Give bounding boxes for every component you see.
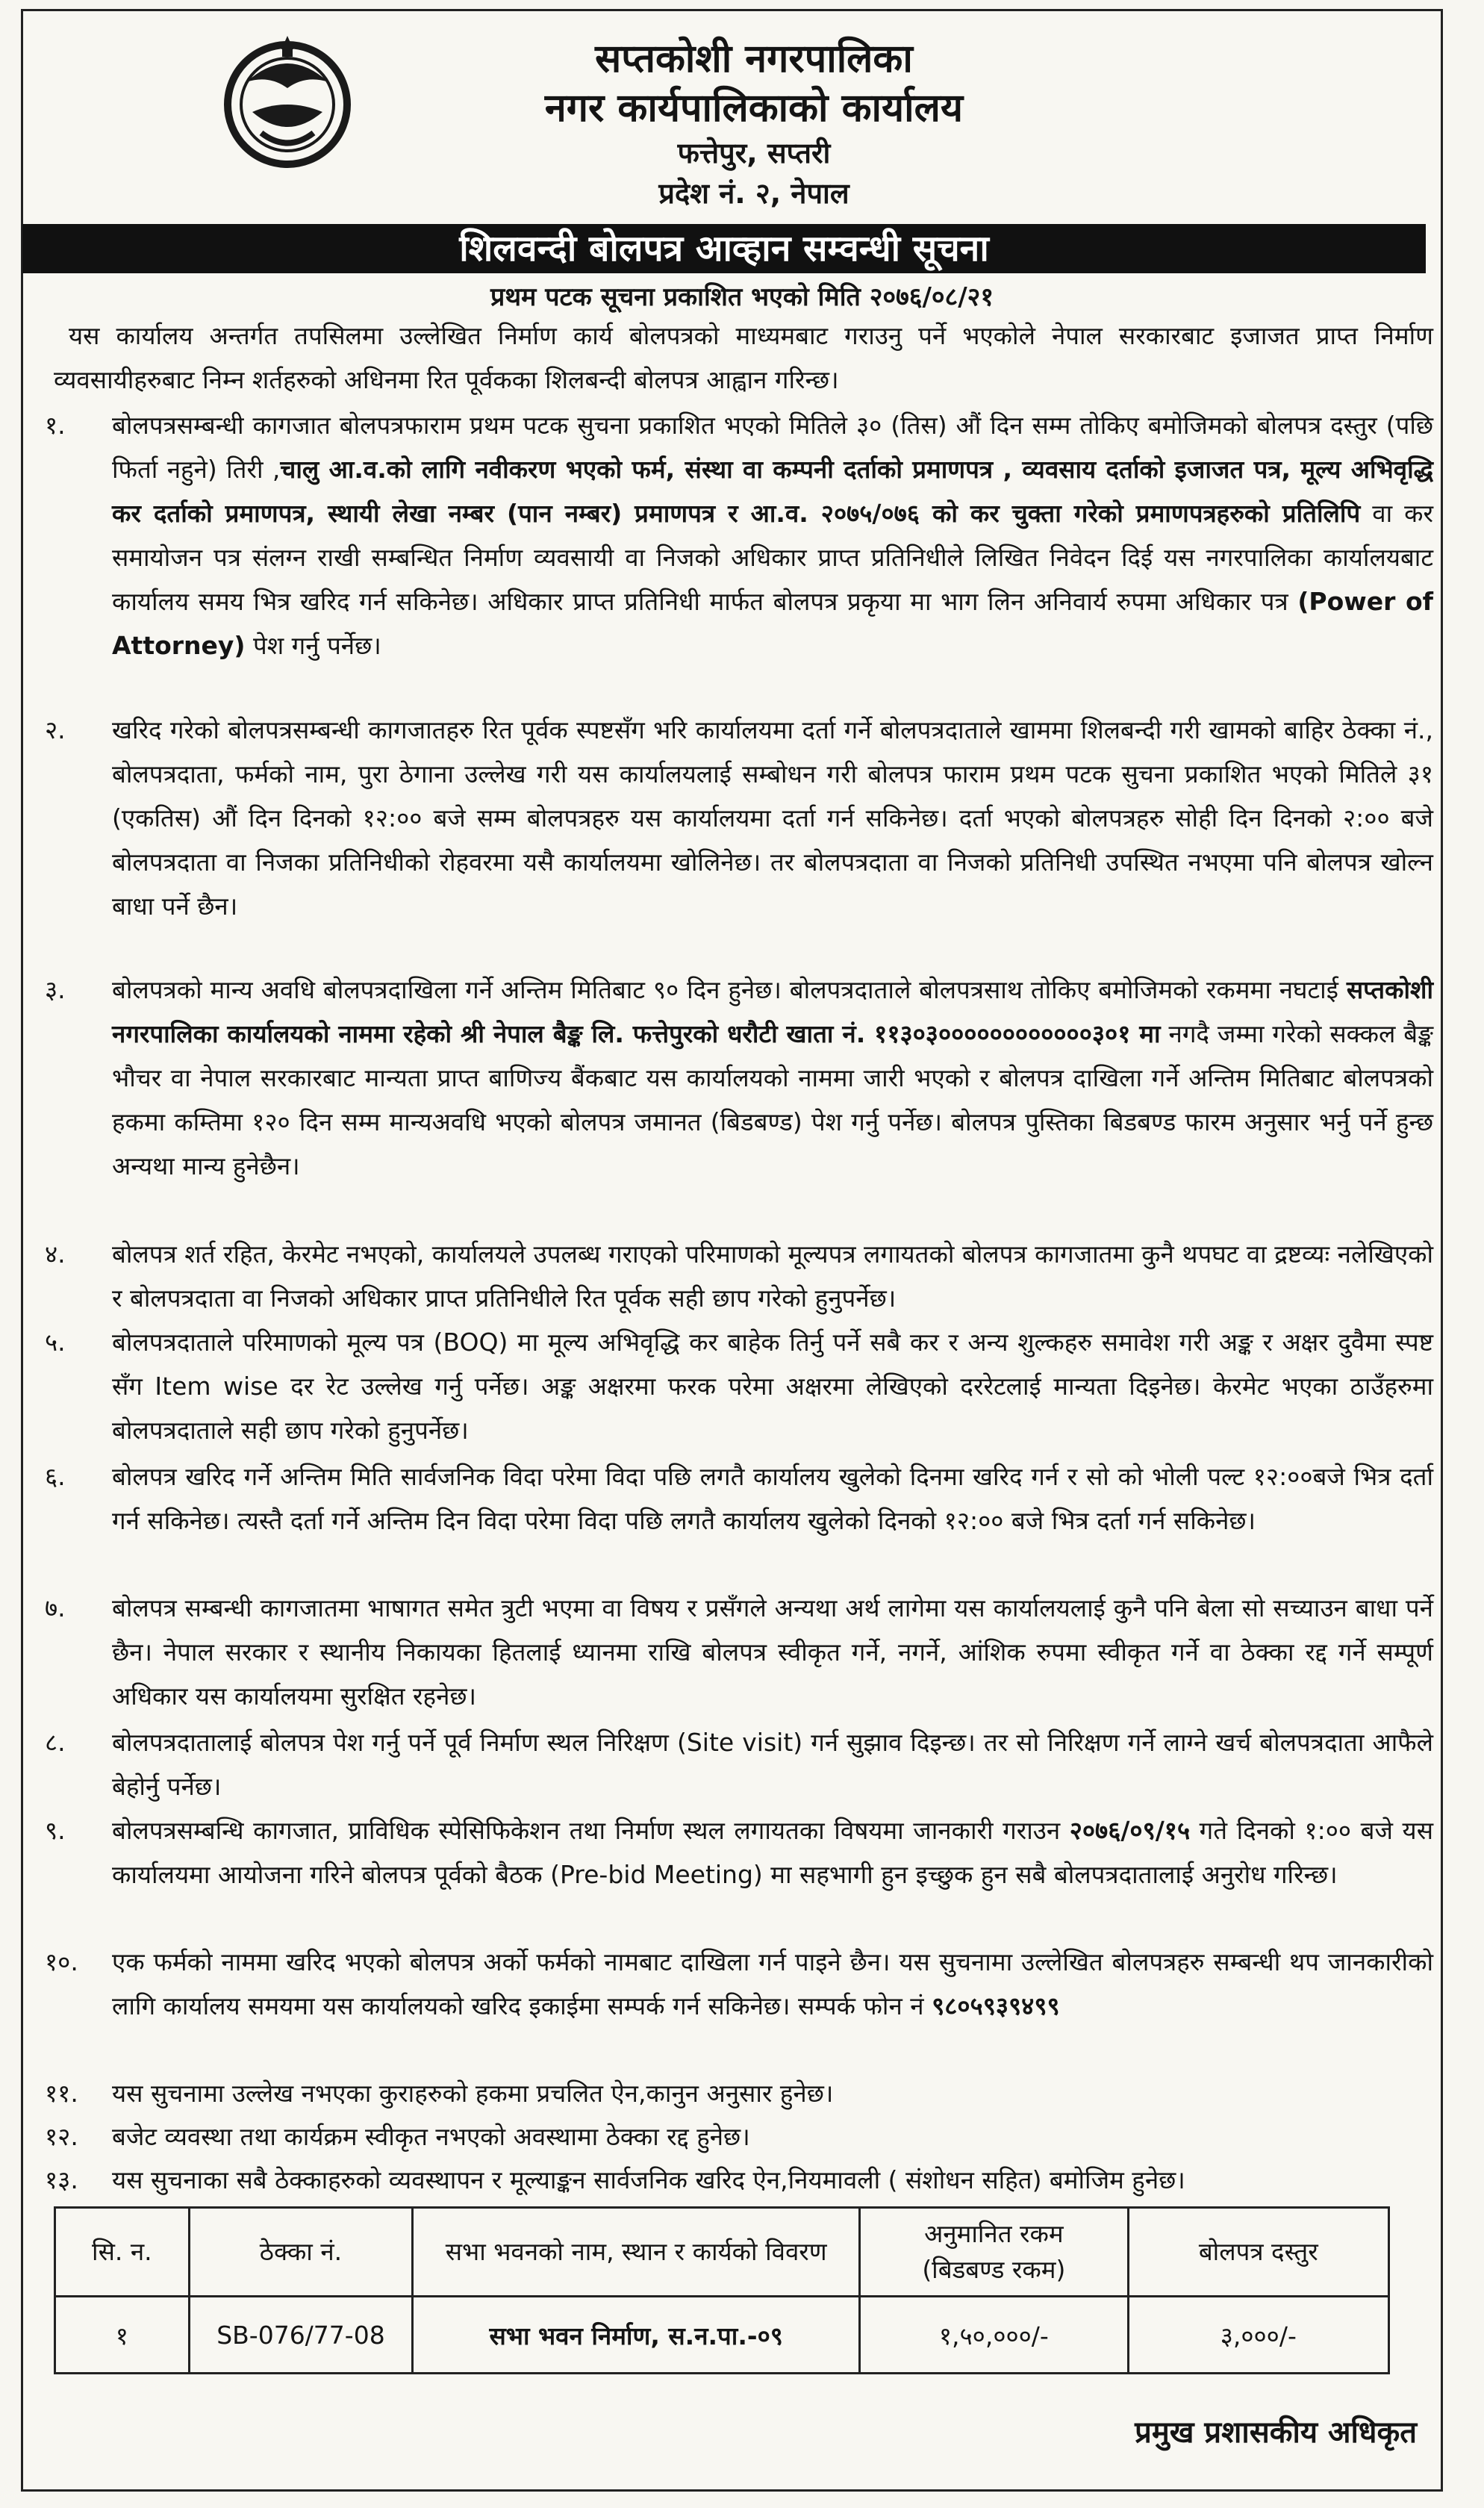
condition-item — [30, 403, 1433, 708]
cell-estimate: १,५०,०००/- — [860, 2297, 1128, 2374]
condition-item — [30, 1940, 1433, 2071]
office-address: फत्तेपुर, सप्तरी — [677, 137, 831, 169]
cell-description: सभा भवन निर्माण, स.न.पा.-०९ — [413, 2297, 860, 2374]
col-header-contract-no: ठेक्का नं. — [189, 2208, 413, 2297]
condition-text: बोलपत्र सम्बन्धी कागजातमा भाषागत समेत त्रुटी भएमा वा विषय र प्रसँगले अन्यथा अर्थ लागेमा यस कार्यालयलाई कुनै पनि बेला सो सच्याउन बाधा पर्ने छैन। नेपाल सरकार र स्थानीय निकायका हितलाई ध्यानमा राखि बोलपत्र स्वीकृत गर्ने, नगर्ने, आंशिक रुपमा स्वीकृत गर्ने वा ठेक्का रद्द गर्ने सम्पूर्ण अधिकार यस कार्यालयमा सुरक्षित रहनेछ। — [112, 1593, 1433, 1711]
condition-text: यस सुचनाका सबै ठेक्काहरुको व्यवस्थापन र मूल्याङ्कन सार्वजनिक खरिद ऐन,नियमावली ( संशोधन सहित) बमोजिम हुनेछ। — [112, 2165, 1185, 2194]
cell-contract-no: SB-076/77-08 — [189, 2297, 413, 2374]
condition-text: खरिद गरेको बोलपत्रसम्बन्धी कागजातहरु रित पूर्वक स्पष्टसँग भरि कार्यालयमा दर्ता गर्ने बोलपत्रदाताले खाममा शिलबन्दी गरी खामको बाहिर ठेक्का नं., बोलपत्रदाता, फर्मको नाम, पुरा ठेगाना उल्लेख गरी यस कार्यालयलाई सम्बोधन गरी बोलपत्र फाराम प्रथम पटक सुचना प्रकाशित भएको मितिले ३१ (एकतिस) औं दिन दिनको १२:०० बजे सम्म बोलपत्रहरु यस कार्यालयमा दर्ता गर्न सकिनेछ। दर्ता भएको बोलपत्रहरु सोही दिन दिनको २:०० बजे बोलपत्रदाता वा निजका प्रतिनिधीको रोहवरमा यसै कार्यालयमा खोलिनेछ। तर बोलपत्रदाता वा निजको प्रतिनिधी उपस्थित नभएमा पनि बोलपत्र खोल्न बाधा पर्ने छैन। — [112, 715, 1433, 921]
condition-item — [30, 2071, 1433, 2115]
table-row — [55, 2297, 1389, 2374]
condition-number: १२. — [45, 2122, 78, 2151]
condition-number: ६. — [45, 1462, 66, 1491]
col-header-description: सभा भवनको नाम, स्थान र कार्यको विवरण — [413, 2208, 860, 2297]
condition-item — [30, 1454, 1433, 1586]
condition-number: १३. — [45, 2165, 78, 2194]
col-header-estimate: अनुमानित रकम (बिडबण्ड रकम) — [860, 2208, 1128, 2297]
table-header-row — [55, 2208, 1389, 2297]
province-line: प्रदेश नं. २, नेपाल — [658, 177, 849, 210]
condition-text: बोलपत्र शर्त रहित, केरमेट नभएको, कार्यालयले उपलब्ध गराएको परिमाणको मूल्यपत्र लगायतको बोलपत्र कागजातमा कुनै थपघट वा द्रष्टव्यः नलेखिएको र बोलपत्रदाता वा निजको अधिकार प्राप्त प्रतिनिधीले रित पूर्वक सही छाप गरेको हुनुपर्नेछ। — [112, 1239, 1433, 1313]
office-name: नगर कार्यपालिकाको कार्यालय — [544, 86, 964, 131]
condition-text: बोलपत्रको मान्य अवधि बोलपत्रदाखिला गर्ने अन्तिम मितिबाट ९० दिन हुनेछ। बोलपत्रदाताले बोलपत्रसाथ तोकिए बमोजिमको रकममा नघटाई सप्तकोशी नगरपालिका कार्यालयको नाममा रहेको श्री नेपाल बैङ्क लि. फत्तेपुरको धरौटी खाता नं. ११३०३००००००००००००३०१ मा नगदै जम्मा गरेको सक्कल बैङ्क भौचर वा नेपाल सरकारबाट मान्यता प्राप्त बाणिज्य बैंकबाट यस कार्यालयको नाममा जारी भएको र बोलपत्र दाखिला गर्ने अन्तिम मितिबाट बोलपत्रको हकमा कम्तिमा १२० दिन सम्म मान्यअवधि भएको बोलपत्र जमानत (बिडबण्ड) पेश गर्नु पर्नेछ। बोलपत्र पुस्तिका बिडबण्ड फारम अनुसार भर्नु पर्ने हुन्छ अन्यथा मान्य हुनेछैन। — [112, 975, 1433, 1180]
condition-text: एक फर्मको नाममा खरिद भएको बोलपत्र अर्को फर्मको नामबाट दाखिला गर्न पाइने छैन। यस सुचनामा उल्लेखित बोलपत्रहरु सम्बन्धी थप जानकारीको लागि कार्यालय समयमा यस कार्यालयको खरिद इकाईमा सम्पर्क गर्न सकिनेछ। सम्पर्क फोन नं ९८०५९३९४९९ — [112, 1947, 1433, 2020]
condition-item — [30, 1808, 1433, 1940]
conditions-list — [30, 403, 1433, 2201]
tender-table — [54, 2206, 1390, 2374]
condition-text: बोलपत्रसम्बन्धि कागजात, प्राविधिक स्पेसिफिकेशन तथा निर्माण स्थल लगायतका विषयमा जानकारी गराउन २०७६/०९/१५ गते दिनको १:०० बजे यस कार्यालयमा आयोजना गरिने बोलपत्र पूर्वको बैठक (Pre-bid Meeting) मा सहभागी हुन इच्छुक हुन सबै बोलपत्रदातालाई अनुरोध गरिन्छ। — [112, 1816, 1433, 1889]
condition-number: ५. — [45, 1328, 66, 1357]
condition-number: ११. — [45, 2079, 78, 2108]
condition-number: ७. — [45, 1593, 66, 1622]
condition-text: बोलपत्र खरिद गर्ने अन्तिम मिति सार्वजनिक विदा परेमा विदा पछि लगतै कार्यालय खुलेको दिनमा खरिद गर्न र सो को भोली पल्ट १२:००बजे भित्र दर्ता गर्न सकिनेछ। त्यस्तै दर्ता गर्ने अन्तिम दिन विदा परेमा विदा पछि लगतै कार्यालय खुलेको दिनको १२:०० बजे भित्र दर्ता गर्न सकिनेछ। — [112, 1462, 1433, 1535]
col-header-fee: बोलपत्र दस्तुर — [1128, 2208, 1388, 2297]
condition-text: बोलपत्रसम्बन्धी कागजात बोलपत्रफाराम प्रथम पटक सुचना प्रकाशित भएको मितिले ३० (तिस) औं दिन सम्म तोकिए बमोजिमको बोलपत्र दस्तुर (पछि फिर्ता नहुने) तिरी ,चालु आ.व.को लागि नवीकरण भएको फर्म, संस्था वा कम्पनी दर्ताको प्रमाणपत्र , व्यवसाय दर्ताको इजाजत पत्र, मूल्य अभिवृद्धि कर दर्ताको प्रमाणपत्र, स्थायी लेखा नम्बर (पान नम्बर) प्रमाणपत्र र आ.व. २०७५/०७६ को कर चुक्ता गरेको प्रमाणपत्रहरुको प्रतिलिपि वा कर समायोजन पत्र संलग्न राखी सम्बन्धित निर्माण व्यवसायी वा निजको अधिकार प्राप्त प्रतिनिधीले लिखित निवेदन दिई यस नगरपालिका कार्यालयबाट कार्यालय समय भित्र खरिद गर्न सकिनेछ। अधिकार प्राप्त प्रतिनिधी मार्फत बोलपत्र प्रकृया मा भाग लिन अनिवार्य रुपमा अधिकार पत्र (Power of Attorney) पेश गर्नु पर्नेछ। — [112, 411, 1434, 660]
condition-item — [30, 1720, 1433, 1808]
condition-number: ९. — [45, 1816, 66, 1845]
office-header — [418, 34, 1090, 214]
condition-text: बोलपत्रदातालाई बोलपत्र पेश गर्नु पर्ने पूर्व निर्माण स्थल निरिक्षण (Site visit) गर्न सुझाव दिइन्छ। तर सो निरिक्षण गर्ने लाग्ने खर्च बोलपत्रदाता आफैले बेहोर्नु पर्नेछ। — [112, 1728, 1433, 1801]
condition-number: १०. — [45, 1947, 78, 1976]
municipality-name: सप्तकोशी नगरपालिका — [595, 37, 913, 81]
publication-date-line: प्रथम पटक सूचना प्रकाशित भएको मिति २०७६/०८/२१ — [490, 282, 994, 312]
notice-intro: यस कार्यालय अन्तर्गत तपसिलमा उल्लेखित निर्माण कार्य बोलपत्रको माध्यमबाट गराउनु पर्ने भएकोले नेपाल सरकारबाट इजाजत प्राप्त निर्माण व्यवसायीहरुबाट निम्न शर्तहरुको अधिनमा रित पूर्वकका शिलबन्दी बोलपत्र आह्वान गरिन्छ। — [54, 321, 1433, 394]
signatory-title: प्रमुख प्रशासकीय अधिकृत — [1135, 2415, 1417, 2450]
condition-text: यस सुचनामा उल्लेख नभएका कुराहरुको हकमा प्रचलित ऐन,कानुन अनुसार हुनेछ। — [112, 2079, 834, 2108]
municipality-emblem-icon — [216, 30, 358, 172]
condition-text: बजेट व्यवस्था तथा कार्यक्रम स्वीकृत नभएको अवस्थामा ठेक्का रद्द हुनेछ। — [112, 2122, 750, 2151]
condition-number: ३. — [45, 975, 66, 1004]
condition-item — [30, 1586, 1433, 1720]
condition-text: बोलपत्रदाताले परिमाणको मूल्य पत्र (BOQ) मा मूल्य अभिवृद्धि कर बाहेक तिर्नु पर्ने सबै कर र अन्य शुल्कहरु समावेश गरी अङ्क र अक्षर दुवैमा स्पष्ट सँग Item wise दर रेट उल्लेख गर्नु पर्नेछ। अङ्क अक्षरमा फरक परेमा अक्षरमा लेखिएको दररेटलाई मान्यता दिइनेछ। केरमेट भएका ठाउँहरुमा बोलपत्रदाताले सही छाप गरेको हुनुपर्नेछ। — [112, 1328, 1433, 1445]
condition-number: ४. — [45, 1239, 66, 1269]
condition-item — [30, 1232, 1433, 1320]
condition-number: २. — [45, 715, 66, 744]
col-header-sn: सि. न. — [55, 2208, 190, 2297]
cell-fee: ३,०००/- — [1128, 2297, 1388, 2374]
notice-title-banner: शिलवन्दी बोलपत्र आव्हान सम्वन्धी सूचना — [22, 224, 1426, 273]
condition-number: ८. — [45, 1728, 66, 1757]
condition-item — [30, 2158, 1433, 2201]
condition-item — [30, 968, 1433, 1232]
condition-number: १. — [45, 411, 66, 440]
condition-item — [30, 2115, 1433, 2158]
condition-item — [30, 708, 1433, 968]
condition-item — [30, 1320, 1433, 1454]
cell-sn: १ — [55, 2297, 190, 2374]
